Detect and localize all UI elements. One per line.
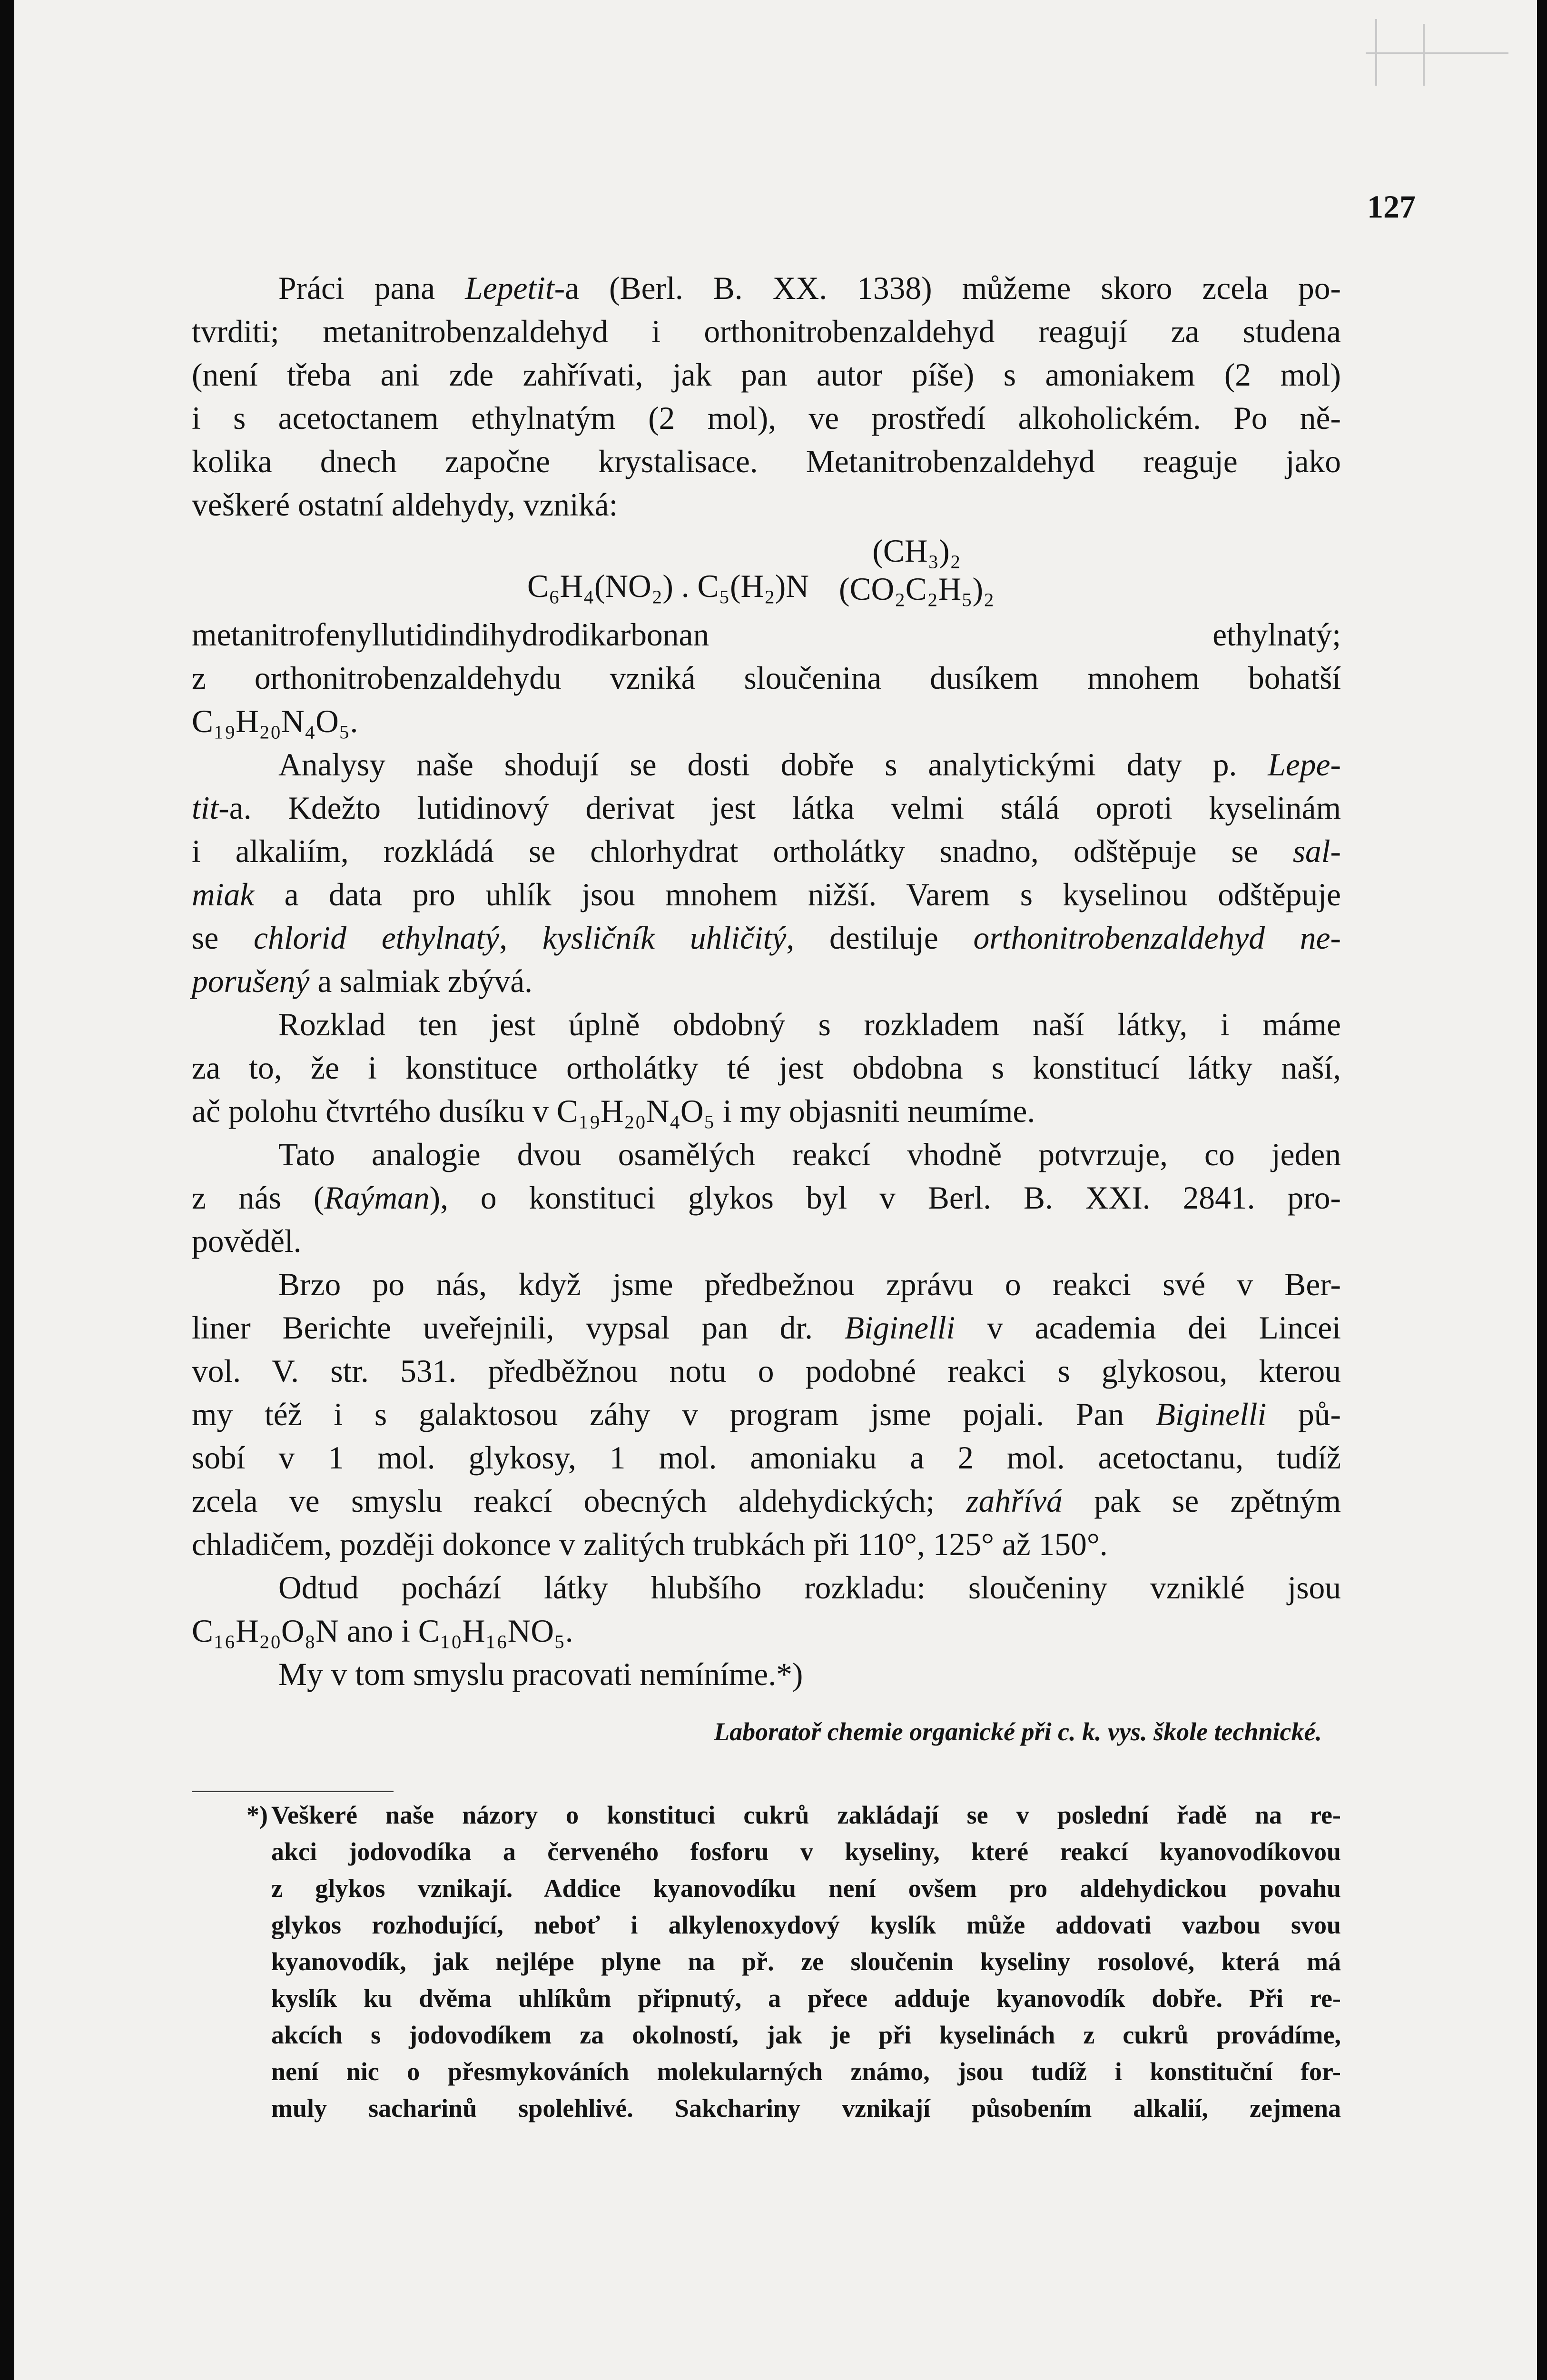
text-line: C₁₆H₂₀O₈N ano i C₁₀H₁₆NO₅. bbox=[192, 1613, 573, 1649]
footnote-separator bbox=[192, 1791, 394, 1792]
footnote bbox=[246, 1797, 1341, 2127]
text-line: ač polohu čtvrtého dusíku v C₁₉H₂₀N₄O₅ i my objasniti neumíme. bbox=[192, 1093, 1035, 1129]
text-line: Analysy naše shodují se dosti dobře s analytickými daty p. Lepe- bbox=[278, 747, 1341, 783]
text-line: Rozklad ten jest úplně obdobný s rozkladem naší látky, i máme bbox=[278, 1007, 1341, 1042]
footnote-line: Veškeré naše názory o konstituci cukrů zakládají se v poslední řadě na re- bbox=[271, 1801, 1341, 1829]
text-line: se chlorid ethylnatý, kysličník uhličitý, destiluje orthonitrobenzaldehyd ne- bbox=[192, 920, 1341, 956]
text-line: porušený a salmiak zbývá. bbox=[192, 963, 533, 999]
text-line: sobí v 1 mol. glykosy, 1 mol. amoniaku a 2 mol. acetoctanu, tudíž bbox=[192, 1440, 1341, 1476]
italic-span: Lepe- bbox=[1268, 747, 1341, 783]
margin-marks bbox=[1366, 19, 1527, 86]
footnote-line: kyanovodík, jak nejlépe plyne na př. ze sloučenin kyseliny rosolové, která má bbox=[271, 1947, 1341, 1976]
text-line: z nás (Raýman), o konstituci glykos byl v Berl. B. XXI. 2841. pro- bbox=[192, 1180, 1341, 1216]
text-line: my též i s galaktosou záhy v program jsme pojali. Pan Biginelli pů- bbox=[192, 1397, 1341, 1432]
text-line: tit-a. Kdežto lutidinový derivat jest látka velmi stálá oproti kyselinám bbox=[192, 790, 1341, 826]
text-line: My v tom smyslu pracovati nemíníme.*) bbox=[278, 1656, 803, 1692]
footnote-line: glykos rozhodující, neboť i alkylenoxydový kyslík může addovati vazbou svou bbox=[271, 1911, 1341, 1939]
laboratory-signature: Laboratoř chemie organické při c. k. vys. škole technické. bbox=[714, 1717, 1322, 1746]
footnote-line: kyslík ku dvěma uhlíkům připnutý, a přece adduje kyanovodík dobře. Při re- bbox=[271, 1984, 1341, 2013]
body-text bbox=[192, 267, 1341, 1754]
document-page bbox=[14, 0, 1537, 2380]
italic-span: zahřívá bbox=[966, 1483, 1063, 1519]
text-line: pověděl. bbox=[192, 1223, 302, 1259]
italic-span: Raýman bbox=[324, 1180, 430, 1216]
italic-span: kysličník uhličitý bbox=[542, 920, 787, 956]
text-line: zcela ve smyslu reakcí obecných aldehydických; zahřívá pak se zpětným bbox=[192, 1483, 1341, 1519]
text-line: z orthonitrobenzaldehydu vzniká sloučenina dusíkem mnohem bohatší bbox=[192, 660, 1341, 696]
italic-span: chlorid ethylnatý bbox=[254, 920, 500, 956]
italic-span: sal- bbox=[1292, 833, 1341, 869]
text-line: Odtud pochází látky hlubšího rozkladu: sloučeniny vzniklé jsou bbox=[278, 1570, 1341, 1606]
formula-top: (CH₃)₂ bbox=[872, 533, 961, 569]
text-line: C₁₉H₂₀N₄O₅. bbox=[192, 704, 358, 739]
text-line: kolika dnech započne krystalisace. Metanitrobenzaldehyd reaguje jako bbox=[192, 444, 1341, 479]
text-line: Práci pana Lepetit-a (Berl. B. XX. 1338) můžeme skoro zcela po- bbox=[278, 270, 1341, 306]
text-line: chladičem, později dokonce v zalitých trubkách při 110°, 125° až 150°. bbox=[192, 1527, 1108, 1562]
text-line: tvrditi; metanitrobenzaldehyd i orthonitrobenzaldehyd reagují za studena bbox=[192, 314, 1341, 349]
footnote-line: muly sacharinů spolehlivé. Sakchariny vznikají působením alkalií, zejmena bbox=[271, 2094, 1341, 2122]
text-line: i alkaliím, rozkládá se chlorhydrat ortholátky snadno, odštěpuje se sal- bbox=[192, 833, 1341, 869]
formula-main: C₆H₄(NO₂) . C₅(H₂)N bbox=[527, 568, 809, 604]
text-line: miak a data pro uhlík jsou mnohem nižší. Varem s kyselinou odštěpuje bbox=[192, 877, 1341, 912]
text-line: (není třeba ani zde zahřívati, jak pan autor píše) s amoniakem (2 mol) bbox=[192, 357, 1341, 393]
text-line: za to, že i konstituce ortholátky té jest obdobna s konstitucí látky naší, bbox=[192, 1050, 1341, 1086]
italic-span: orthonitrobenzaldehyd ne- bbox=[973, 920, 1341, 956]
italic-span: Biginelli bbox=[844, 1310, 956, 1346]
page-number: 127 bbox=[1367, 188, 1416, 225]
text-line: Brzo po nás, když jsme předbežnou zprávu o reakci své v Ber- bbox=[278, 1267, 1341, 1302]
italic-span: miak bbox=[192, 877, 255, 912]
text-line: metanitrofenyllutidindihydrodikarbonan ethylnatý; bbox=[192, 617, 1341, 653]
italic-span: Lepetit bbox=[465, 270, 554, 306]
footnote-line: akci jodovodíka a červeného fosforu v kyseliny, které reakcí kyanovodíkovou bbox=[271, 1837, 1341, 1866]
formula-bottom: (CO₂C₂H₅)₂ bbox=[839, 571, 995, 607]
text-line: liner Berichte uveřejnili, vypsal pan dr. Biginelli v academia dei Lincei bbox=[192, 1310, 1341, 1346]
italic-span: tit bbox=[192, 790, 219, 826]
footnote-mark: *) bbox=[246, 1801, 268, 1829]
text-line: vol. V. str. 531. předběžnou notu o podobné reakci s glykosou, kterou bbox=[192, 1353, 1341, 1389]
chemical-formula bbox=[192, 526, 1341, 613]
footnote-line: není nic o přesmykováních molekularných známo, jsou tudíž i konstituční for- bbox=[271, 2057, 1341, 2086]
italic-span: Biginelli bbox=[1155, 1397, 1267, 1432]
formula-substituents bbox=[839, 532, 995, 608]
italic-span: porušený bbox=[192, 963, 310, 999]
text-line: veškeré ostatní aldehydy, vzniká: bbox=[192, 487, 618, 523]
footnote-line: akcích s jodovodíkem za okolností, jak je při kyselinách z cukrů provádíme, bbox=[271, 2021, 1341, 2049]
text-line: Tato analogie dvou osamělých reakcí vhodně potvrzuje, co jeden bbox=[278, 1137, 1341, 1172]
text-line: i s acetoctanem ethylnatým (2 mol), ve prostředí alkoholickém. Po ně- bbox=[192, 400, 1341, 436]
footnote-line: z glykos vznikají. Addice kyanovodíku není ovšem pro aldehydickou povahu bbox=[271, 1874, 1341, 1903]
